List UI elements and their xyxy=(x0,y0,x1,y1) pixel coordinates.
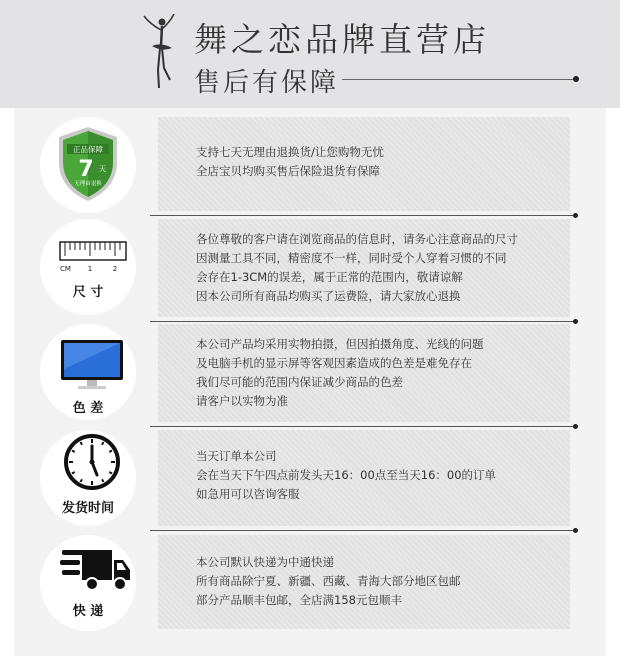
section-divider xyxy=(150,215,574,216)
info-line: 各位尊敬的客户请在浏览商品的信息时，请务心注意商品的尺寸 xyxy=(196,232,518,246)
info-text-size xyxy=(196,230,576,306)
info-line: 因测量工具不同，精密度不一样，同时受个人穿着习惯的不同 xyxy=(196,251,507,265)
info-line: 本公司产品均采用实物拍摄，但因拍摄角度、光线的问题 xyxy=(196,337,484,351)
info-line: 及电脑手机的显示屏等客观因素造成的色差是难免存在 xyxy=(196,356,472,370)
info-line: 部分产品顺丰包邮，全店满158元包顺丰 xyxy=(196,593,402,607)
ruler-icon xyxy=(58,240,128,274)
section-label-shipping-time: 发货时间 xyxy=(61,501,114,516)
badge-top-text: 正品保障 xyxy=(73,145,103,154)
badge-number: 7 xyxy=(78,157,94,182)
monitor-icon xyxy=(60,339,124,391)
info-line: 本公司默认快递为中通快递 xyxy=(196,555,334,569)
clock-icon xyxy=(63,433,121,491)
header-banner xyxy=(0,0,620,108)
section-divider xyxy=(150,530,574,531)
info-line: 全店宝贝均购买售后保险退货有保障 xyxy=(196,164,380,178)
info-line: 所有商品除宁夏、新疆、西藏、青海大部分地区包邮 xyxy=(196,574,461,588)
ruler-unit: CM xyxy=(60,265,71,273)
ballerina-logo-icon xyxy=(140,14,180,90)
info-text-guarantee xyxy=(196,143,576,181)
delivery-truck-icon xyxy=(60,546,132,594)
section-divider xyxy=(150,321,574,322)
store-name: 舞之恋品牌直营店 xyxy=(194,20,490,59)
info-line: 请客户以实物为准 xyxy=(196,394,288,408)
info-line: 我们尽可能的范围内保证减少商品的色差 xyxy=(196,375,403,389)
shield-badge-icon xyxy=(55,124,121,204)
ruler-tick-2: 2 xyxy=(112,265,118,273)
section-divider-dot xyxy=(573,424,578,429)
info-text-express xyxy=(196,553,576,610)
section-label-express: 快 递 xyxy=(72,604,104,619)
info-line: 支持七天无理由退换货/让您购物无忧 xyxy=(196,145,384,159)
info-line: 当天订单本公司 xyxy=(196,449,277,463)
ruler-tick-1: 1 xyxy=(87,265,93,273)
info-line: 会存在1-3CM的误差，属于正常的范围内，敬请谅解 xyxy=(196,270,463,284)
info-text-shipping-time xyxy=(196,447,576,504)
page-subtitle: 售后有保障 xyxy=(194,68,340,98)
section-divider-dot xyxy=(573,213,578,218)
info-line: 会在当天下午四点前发头天16：00点至当天16：00的订单 xyxy=(196,468,497,482)
header-divider-dot xyxy=(573,76,579,82)
section-divider-dot xyxy=(573,528,578,533)
badge-unit: 天 xyxy=(99,165,106,173)
header-divider xyxy=(342,79,574,80)
info-line: 因本公司所有商品均购买了运费险，请大家放心退换 xyxy=(196,289,461,303)
info-text-color xyxy=(196,335,576,411)
section-label-size: 尺 寸 xyxy=(72,285,104,300)
info-line: 如急用可以咨询客服 xyxy=(196,487,300,501)
badge-bottom-text: 无理由退换 xyxy=(74,181,102,187)
section-label-color: 色 差 xyxy=(72,401,104,416)
section-divider-dot xyxy=(573,319,578,324)
section-divider xyxy=(150,426,574,427)
